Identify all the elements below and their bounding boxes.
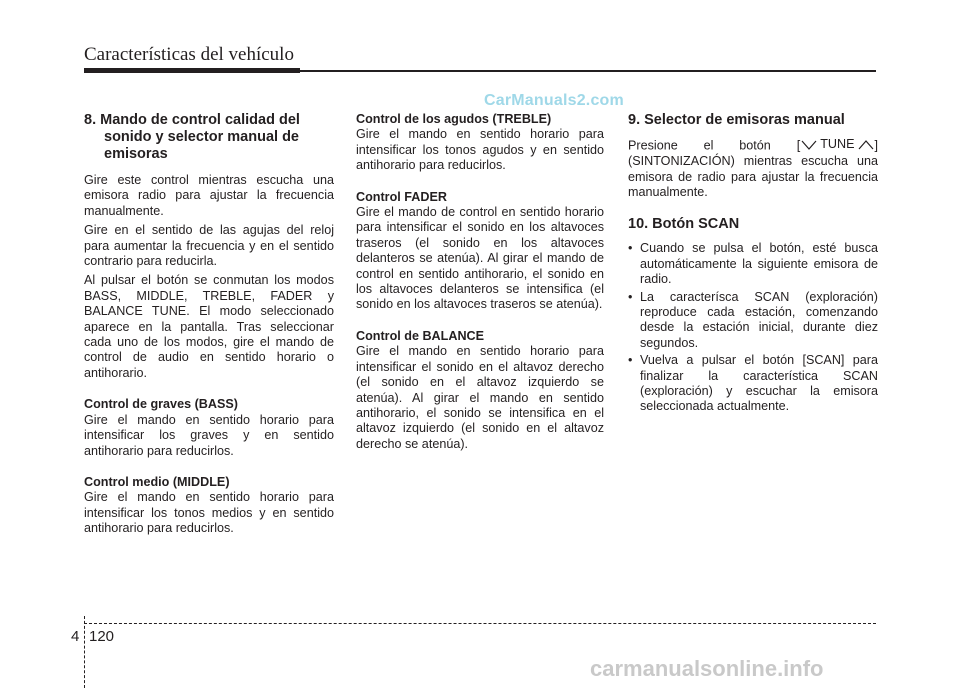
chevron-up-icon — [857, 140, 875, 150]
section-9-text — [628, 137, 878, 200]
watermark-bottom: carmanualsonline.info — [590, 656, 824, 681]
scan-bullet-list — [628, 241, 878, 414]
header-rule — [84, 70, 876, 72]
list-item: • La caracterísca SCAN (exploración) reproduce cada estación, comenzando desde la estación inicial, durante diez segundos. — [628, 290, 878, 352]
fader-heading: Control FADER — [356, 189, 447, 204]
section-9-heading: 9. Selector de emisoras manual — [628, 112, 845, 128]
page-header-title: Características del vehículo — [84, 44, 294, 65]
footer-divider — [84, 616, 85, 688]
fader-text: Gire el mando de control en sentido horario para intensificar el sonido en los altavoces traseros (el sonido en los altavoces delanteros se atenúa). Al girar el mando de control en sentido antihorario, el sonido en los altavoces delanteros se intensifica (el sonido en los altavoces traseros se atenúa). — [356, 205, 604, 312]
section-9-text-post: ] (SINTONIZACIÓN) mientras escucha una emisora de radio para ajustar la frecuencia manualmente. — [628, 138, 878, 199]
section-8-paragraph-3: Al pulsar el botón se conmutan los modos BASS, MIDDLE, TREBLE, FADER y BALANCE TUNE. El modo seleccionado aparece en la pantalla. Tras seleccionar cada uno de los modos, gire el mando de control de audio en sentido horario o antihorario. — [84, 273, 334, 380]
tune-label: TUNE — [820, 137, 855, 151]
section-8-heading: 8. Mando de control calidad del sonido y selector manual de emisoras — [84, 112, 300, 162]
section-8-paragraph-2: Gire en el sentido de las agujas del reloj para aumentar la frecuencia y en el sentido contrario para reducirla. — [84, 223, 334, 269]
footer-rule — [84, 623, 876, 624]
tune-button-label — [800, 137, 874, 152]
section-8-paragraph-1: Gire este control mientras escucha una emisora radio para ajustar la frecuencia manualmente. — [84, 173, 334, 218]
column-middle — [356, 112, 604, 456]
column-left — [84, 112, 334, 541]
chevron-down-icon — [800, 140, 818, 150]
bass-heading: Control de graves (BASS) — [84, 397, 238, 412]
chapter-number: 4 — [71, 628, 80, 645]
page-number: 120 — [89, 628, 115, 645]
section-10-heading: 10. Botón SCAN — [628, 216, 740, 233]
list-item: • Vuelva a pulsar el botón [SCAN] para finalizar la característica SCAN (exploración) y escuchar la emisora seleccionada actualmente. — [628, 353, 878, 415]
column-right — [628, 112, 878, 417]
balance-heading: Control de BALANCE — [356, 328, 485, 343]
watermark-top: CarManuals2.com — [484, 92, 624, 109]
balance-text: Gire el mando en sentido horario para intensificar el sonido en el altavoz derecho (el sonido en el altavoz izquierdo se atenúa). Al girar el mando en sentido antihorario, el sonido se intensifica en el altavoz izquierdo (el sonido en el altavoz derecho se atenúa). — [356, 344, 604, 451]
middle-heading: Control medio (MIDDLE) — [84, 474, 230, 489]
middle-text: Gire el mando en sentido horario para intensificar los tonos medios y en sentido antihorario para reducirlos. — [84, 490, 334, 536]
treble-heading: Control de los agudos (TREBLE) — [356, 112, 552, 126]
list-item: • Cuando se pulsa el botón, esté busca automáticamente la siguiente emisora de radio. — [628, 241, 878, 287]
section-9-text-pre: Presione el botón [ — [628, 138, 801, 153]
treble-text: Gire el mando en sentido horario para intensificar los tonos agudos y en sentido antihorario para reducirlos. — [356, 127, 604, 173]
bass-text: Gire el mando en sentido horario para intensificar los graves y en sentido antihorario para reducirlos. — [84, 412, 334, 458]
